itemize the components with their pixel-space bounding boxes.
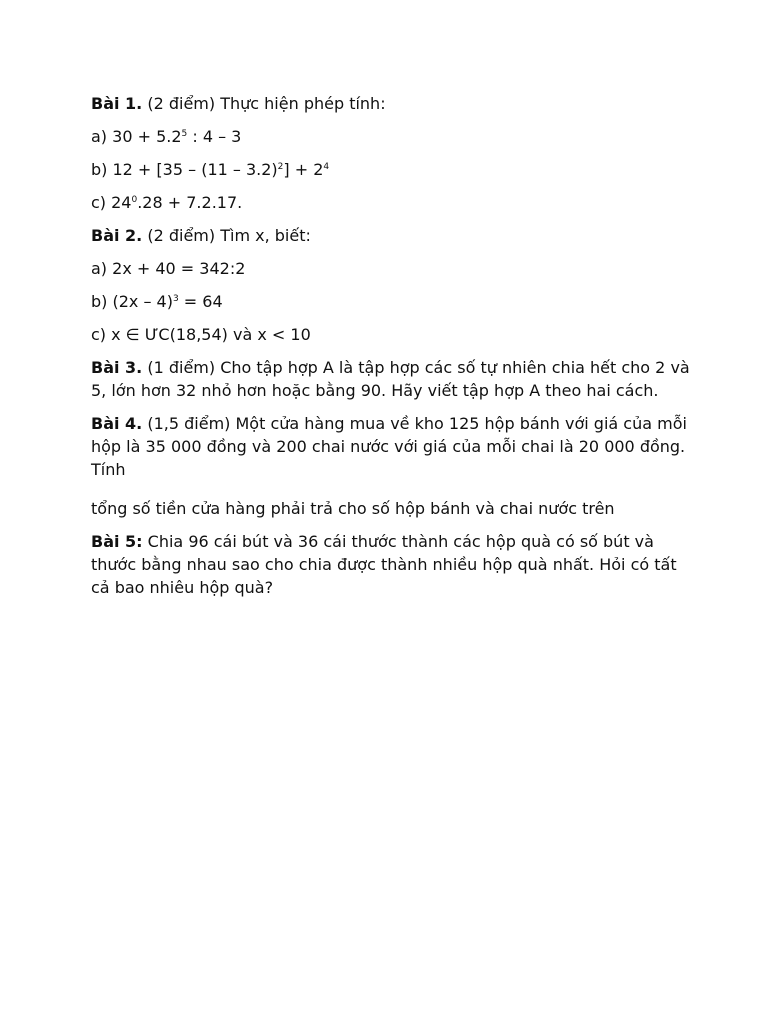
bai2-heading-text: (2 điểm) Tìm x, biết: [142, 226, 311, 245]
document-page [91, 92, 691, 609]
bai2-item-b [91, 290, 691, 313]
bai5-paragraph [91, 530, 691, 599]
bai5-title: Bài 5: [91, 532, 143, 551]
bai4-text: (1,5 điểm) Một cửa hàng mua về kho 125 hộp bánh với giá của mỗi hộp là 35 000 đồng và 200 chai nước với giá của mỗi chai là 20 000 đồng. Tính [91, 414, 687, 479]
bai1-item-c [91, 191, 691, 214]
bai1-c-exponent: 0 [131, 195, 138, 205]
bai2-heading [91, 224, 691, 247]
bai3-title: Bài 3. [91, 358, 143, 377]
bai3-paragraph [91, 356, 691, 402]
bai2-b-pre: b) (2x – 4) [91, 292, 173, 311]
bai1-c-pre: c) 24 [91, 193, 132, 212]
bai2-b-post: = 64 [178, 292, 223, 311]
bai1-item-b [91, 158, 691, 181]
bai1-c-post: .28 + 7.2.17. [137, 193, 243, 212]
bai1-heading [91, 92, 691, 115]
bai1-heading-text: (2 điểm) Thực hiện phép tính: [142, 94, 386, 113]
bai1-a-exponent: 5 [181, 129, 188, 139]
bai4-paragraph-2: tổng số tiền cửa hàng phải trả cho số hộp bánh và chai nước trên [91, 499, 615, 518]
bai1-b-pre: b) 12 + [35 – (11 – 3.2) [91, 160, 278, 179]
bai1-a-pre: a) 30 + 5.2 [91, 127, 182, 146]
bai1-title: Bài 1. [91, 94, 143, 113]
bai1-a-post: : 4 – 3 [187, 127, 242, 146]
bai1-item-a [91, 125, 691, 148]
bai4-paragraph [91, 412, 691, 481]
bai1-b-exponent-1: 2 [277, 162, 284, 172]
bai4-title: Bài 4. [91, 414, 143, 433]
bai1-b-exponent-2: 4 [323, 162, 330, 172]
bai2-item-a: a) 2x + 40 = 342:2 [91, 259, 246, 278]
bai2-title: Bài 2. [91, 226, 143, 245]
bai2-b-exponent: 3 [172, 294, 179, 304]
bai2-item-c: c) x ∈ ƯC(18,54) và x < 10 [91, 325, 311, 344]
bai3-text: (1 điểm) Cho tập hợp A là tập hợp các số tự nhiên chia hết cho 2 và 5, lớn hơn 32 nhỏ hơn hoặc bằng 90. Hãy viết tập hợp A theo hai cách. [91, 358, 690, 400]
bai5-text: Chia 96 cái bút và 36 cái thước thành các hộp quà có số bút và thước bằng nhau sao cho chia được thành nhiều hộp quà nhất. Hỏi có tất cả bao nhiêu hộp quà? [91, 532, 677, 597]
bai1-b-mid: ] + 2 [283, 160, 324, 179]
